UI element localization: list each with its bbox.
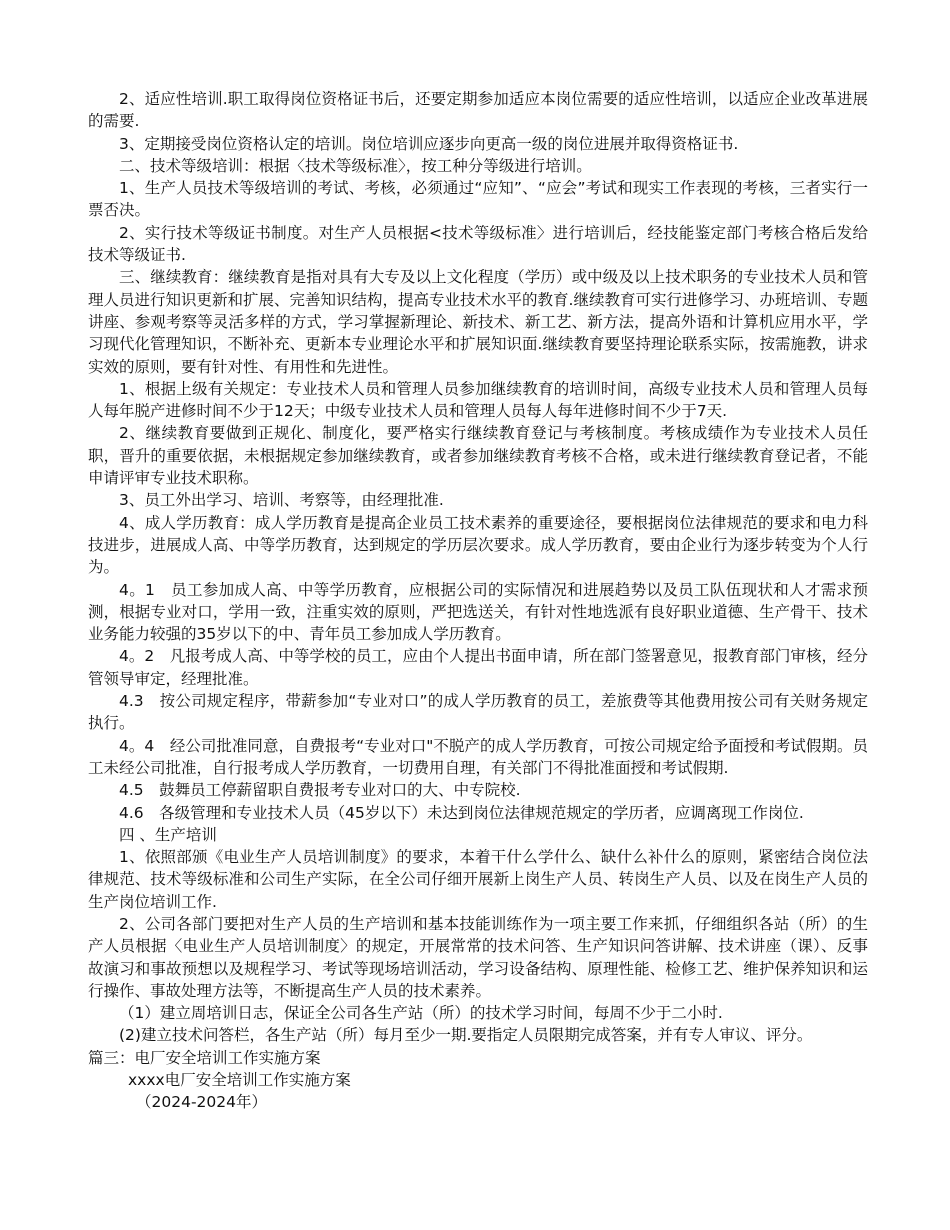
- chapter-heading: 篇三：电厂安全培训工作实施方案: [88, 1048, 321, 1067]
- paragraph: 4。4 经公司批准同意，自费报考“专业对口"不脱产的成人学历教育，可按公司规定给予面授和考试假期。员工未经公司批准，自行报考成人学历教育，一切费用自理，有关部门不得批准面授和考试假期.: [88, 736, 868, 777]
- paragraph: 4.3 按公司规定程序，带薪参加“专业对口”的成人学历教育的员工，差旅费等其他费用按公司有关财务规定执行。: [88, 692, 868, 733]
- paragraph: 4。2 凡报考成人高、中等学校的员工，应由个人提出书面申请，所在部门签署意见，报教育部门审核，经分管领导审定，经理批准。: [88, 647, 868, 688]
- paragraph: 4.5 鼓舞员工停薪留职自费报考专业对口的大、中专院校.: [119, 781, 521, 800]
- section-heading: 四 、生产培训: [119, 825, 217, 844]
- section-heading: 二、技术等级培训：根据〈技术等级标准〉，按工种分等级进行培训。: [119, 156, 592, 175]
- paragraph: 2、实行技术等级证书制度。对生产人员根据<技术等级标准〉进行培训后，经技能鉴定部门考核合格后发给技术等级证书.: [88, 223, 868, 265]
- paragraph: 2、适应性培训.职工取得岗位资格证书后，还要定期参加适应本岗位需要的适应性培训，以适应企业改革进展的需要.: [88, 90, 868, 131]
- section-heading: 三、继续教育：继续教育是指对具有大专及以上文化程度（学历）或中级及以上技术职务的专业技术人员和管理人员进行知识更新和扩展、完善知识结构，提高专业技术水平的教育.继续教育可实行进修学习、办班培训、专题讲座、参观考察等灵活多样的方式，学习掌握新理论、新技术、新工艺、新方法，提高外语和计算机应用水平，学习现代化管理知识，不断补充、更新本专业理论水平和扩展知识面.继续教育要坚持理论联系实际，按需施教，讲求实效的原则，要有针对性、有用性和先进性。: [88, 268, 868, 376]
- paragraph: 1、依照部颁《电业生产人员培训制度》的要求，本着干什么学什么、缺什么补什么的原则，紧密结合岗位法律规范、技术等级标准和公司生产实际，在全公司仔细开展新上岗生产人员、转岗生产人员、以及在岗生产人员的生产岗位培训工作.: [88, 848, 868, 911]
- paragraph: 4。1 员工参加成人高、中等学历教育，应根据公司的实际情况和进展趋势以及员工队伍现状和人才需求预测，根据专业对口，学用一致，注重实效的原则，严把选送关，有针对性地选派有良好职业道德、生产骨干、技术业务能力较强的35岁以下的中、青年员工参加成人学历教育。: [88, 580, 868, 644]
- paragraph: 1、根据上级有关规定：专业技术人员和管理人员参加继续教育的培训时间，高级专业技术人员和管理人员每人每年脱产进修时间不少于12天；中级专业技术人员和管理人员每人每年进修时间不少于7天.: [88, 379, 868, 421]
- paragraph: 3、员工外出学习、培训、考察等，由经理批准.: [119, 491, 444, 510]
- paragraph: 4.6 各级管理和专业技术人员（45岁以下）未达到岗位法律规范规定的学历者，应调离现工作岗位.: [119, 803, 804, 822]
- paragraph: (2)建立技术问答栏，各生产站（所）每月至少一期.要指定人员限期完成答案，并有专人审议、评分。: [119, 1026, 813, 1045]
- paragraph: 2、继续教育要做到正规化、制度化，要严格实行继续教育登记与考核制度。考核成绩作为专业技术人员任职，晋升的重要依据，未根据规定参加继续教育，或者参加继续教育考核不合格，或未进行继续教育登记者，不能申请评审专业技术职称。: [88, 424, 868, 488]
- paragraph: 1、生产人员技术等级培训的考试、考核，必须通过“应知”、“应会”考试和现实工作表现的考核，三者实行一票否决。: [88, 179, 868, 220]
- document-period: （2024-2024年）: [136, 1093, 267, 1112]
- document-body: [88, 88, 868, 1114]
- paragraph: 2、公司各部门要把对生产人员的生产培训和基本技能训练作为一项主要工作来抓，仔细组织各站（所）的生产人员根据〈电业生产人员培训制度〉的规定，开展常常的技术问答、生产知识问答讲解、技术讲座（课）、反事故演习和事故预想以及规程学习、考试等现场培训活动，学习设备结构、原理性能、检修工艺、维护保养知识和运行操作、事故处理方法等，不断提高生产人员的技术素养。: [88, 914, 868, 1000]
- paragraph: 4、成人学历教育：成人学历教育是提高企业员工技术素养的重要途径，要根据岗位法律规范的要求和电力科技进步，进展成人高、中等学历教育，达到规定的学历层次要求。成人学历教育，要由企业行为逐步转变为个人行为。: [88, 513, 868, 577]
- document-title: xxxx电厂安全培训工作实施方案: [128, 1071, 351, 1090]
- paragraph: 3、定期接受岗位资格认定的培训。岗位培训应逐步向更高一级的岗位进展并取得资格证书.: [119, 134, 739, 153]
- paragraph: （1）建立周培训日志，保证全公司各生产站（所）的技术学习时间，每周不少于二小时.: [119, 1004, 723, 1023]
